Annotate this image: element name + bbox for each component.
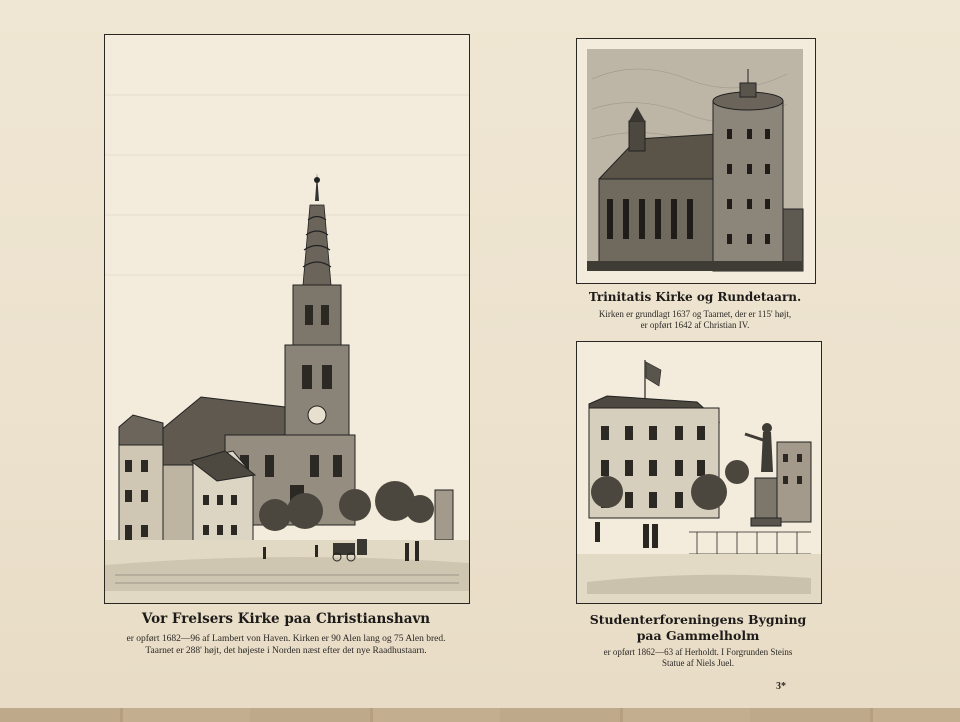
plate-2-title: Trinitatis Kirke og Rundetaarn. [588,290,802,304]
plate-3-title-line-2: paa Gammelholm [636,628,760,643]
plate-1-description [84,633,488,657]
plate-trinitatis-kirke [576,38,816,284]
plate-3-line-1: er opført 1862—63 af Herholdt. I Forgrunden Steins [603,647,793,657]
plate-1-title: Vor Frelsers Kirke paa Christianshavn [141,611,431,627]
statue-building-engraving [577,342,821,603]
church-spire-engraving [105,35,469,603]
plate-3-line-2: Statue af Niels Juel. [662,658,734,668]
plate-2-description [566,309,824,331]
page-number: 3* [776,681,786,692]
plate-3-title-line-1: Studenterforeningens Bygning [589,612,807,627]
plate-2-line-1: Kirken er grundlagt 1637 og Taarnet, der er 115' højt, [598,309,792,319]
plate-1-line-2: Taarnet er 288' højt, det højeste i Norden næst efter det nye Raadhustaarn. [145,646,427,656]
plate-studenterforeningens-bygning [576,341,822,604]
plate-1-line-1: er opført 1682—96 af Lambert von Haven. Kirken er 90 Alen lang og 75 Alen bred. [126,634,446,644]
round-tower-engraving [577,39,815,283]
plate-vor-frelsers-kirke [104,34,470,604]
plate-3-description [566,647,830,669]
wooden-floor [0,708,960,722]
plate-2-line-2: er opført 1642 af Christian IV. [640,320,750,330]
plate-3-title [566,612,830,644]
